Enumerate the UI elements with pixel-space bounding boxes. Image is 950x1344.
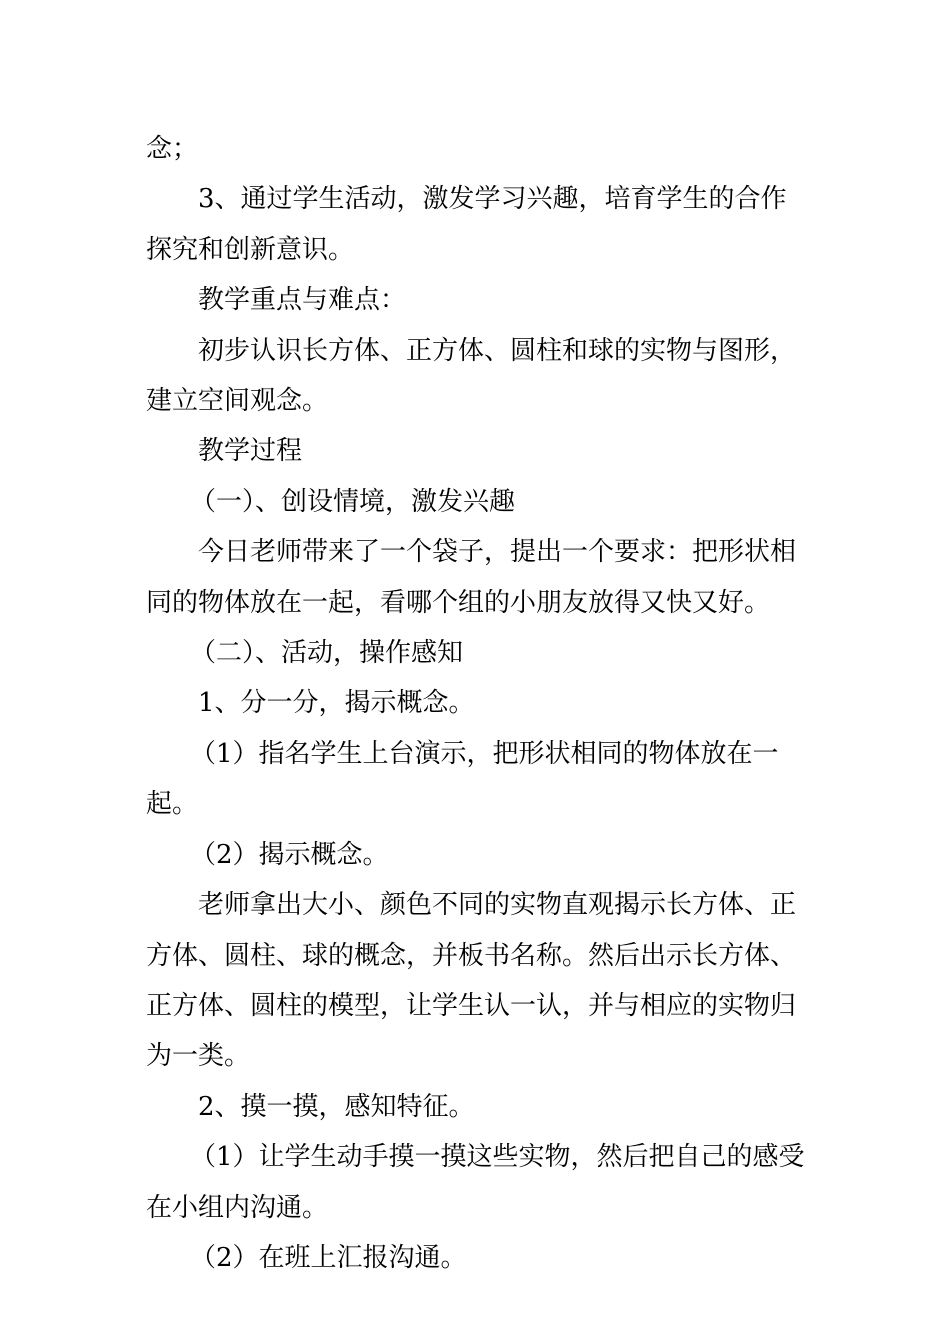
document-body xyxy=(146,124,808,1283)
step-heading-2: 2、摸一摸，感知特征。 xyxy=(198,1091,475,1122)
section-heading-2: （二）、活动，操作感知 xyxy=(190,638,464,669)
step-heading-1: 1、分一分，揭示概念。 xyxy=(198,688,475,719)
heading-key-points: 教学重点与难点： xyxy=(198,285,407,316)
heading-teaching-process: 教学过程 xyxy=(198,436,303,467)
paragraph-bag-activity: 今日老师带来了一个袋子，提出一个要求：把形状相同的物体放在一起，看哪个组的小朋友放得又快又好。 xyxy=(146,537,797,618)
paragraph-key-points: 初步认识长方体、正方体、圆柱和球的实物与图形，建立空间观念。 xyxy=(146,335,797,417)
paragraph-concept-reveal: 老师拿出大小、颜色不同的实物直观揭示长方体、正方体、圆柱、球的概念，并板书名称。然后出示长方体、正方体、圆柱的模型，让学生认一认，并与相应的实物归为一类。 xyxy=(146,890,797,1072)
substep-2-1: （1）让学生动手摸一摸这些实物，然后把自己的感受在小组内沟通。 xyxy=(146,1142,805,1223)
section-heading-1: （一）、创设情境，激发兴趣 xyxy=(190,486,516,517)
paragraph-continuation: 念； xyxy=(146,134,199,164)
paragraph-objective-3: 3、通过学生活动，激发学习兴趣，培育学生的合作探究和创新意识。 xyxy=(146,184,787,265)
substep-2-2: （2）在班上汇报沟通。 xyxy=(190,1242,467,1273)
substep-1-2: （2）揭示概念。 xyxy=(190,839,389,870)
substep-1-1: （1）指名学生上台演示，把形状相同的物体放在一起。 xyxy=(146,738,779,820)
